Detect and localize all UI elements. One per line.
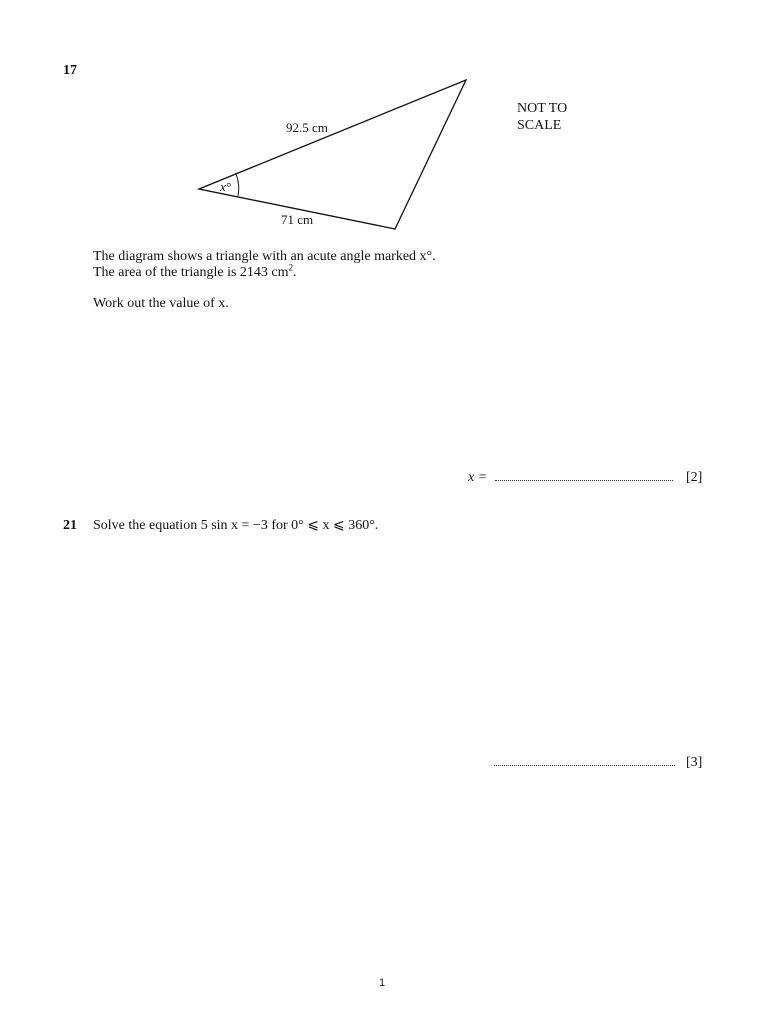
not-to-scale-line1: NOT TO [517,101,568,116]
side-top-label: 92.5 cm [286,120,328,135]
q21-marks: [3] [686,755,703,770]
question-17-number: 17 [63,63,77,78]
q21-question: Solve the equation 5 sin x = −3 for 0° ⩽ x ⩽ 360°. [93,518,379,533]
not-to-scale-line2: SCALE [517,118,562,133]
q17-area-exponent: 2 [288,262,294,273]
side-bottom-label: 71 cm [281,212,314,227]
q17-area-period: . [293,265,297,280]
triangle [199,80,466,229]
angle-arc [236,174,239,196]
q17-text-line1: The diagram shows a triangle with an acute angle marked x°. [93,249,436,264]
q17-answer-label: x = [468,470,488,485]
angle-label: x° [220,179,231,194]
q17-answer-line [468,470,673,486]
q21-answer-field[interactable] [494,755,675,766]
q17-area-text: The area of the triangle is 2143 cm [93,265,289,280]
q17-answer-field[interactable] [495,470,673,481]
page-number: 1 [379,977,386,989]
q17-marks: [2] [686,470,703,485]
q21-answer-line [494,755,675,771]
q17-text-line2 [93,262,297,281]
q17-instruction: Work out the value of x. [93,296,229,311]
question-21-number: 21 [63,518,77,533]
